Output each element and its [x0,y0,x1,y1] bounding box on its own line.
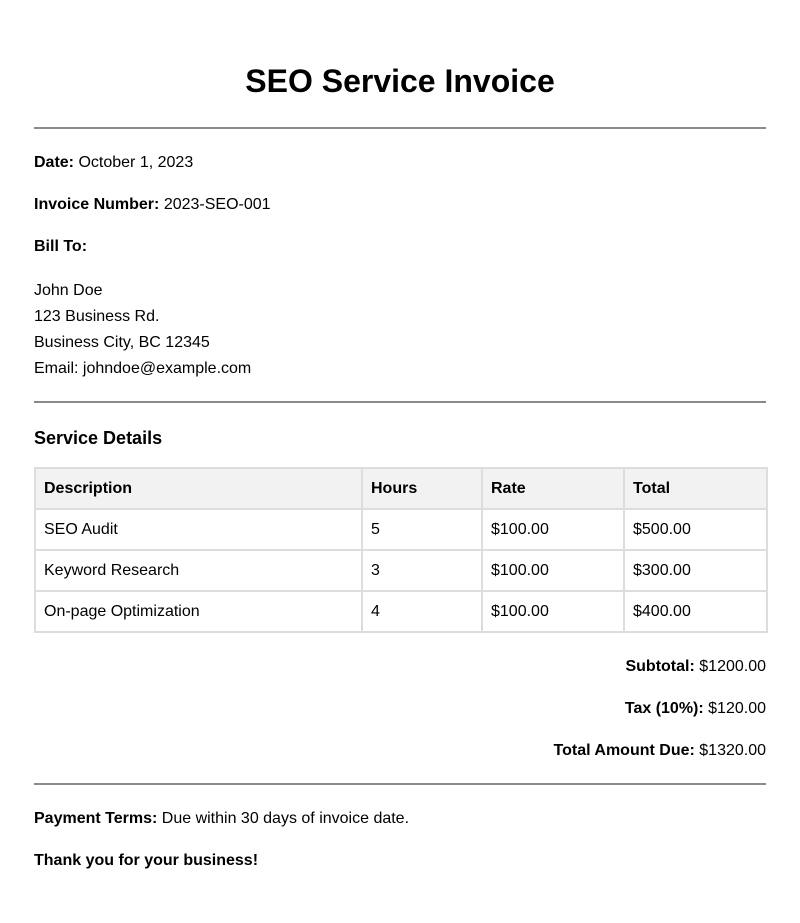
amount-due-label: Total Amount Due: [553,742,695,759]
invoice-title: SEO Service Invoice [245,63,555,99]
service-details-heading: Service Details [34,428,163,448]
cell-rate: $100.00 [482,509,624,550]
subtotal-value: $1200.00 [699,658,766,675]
invoice-number-label: Invoice Number: [34,196,160,213]
bill-to-address [34,278,766,382]
amount-due-value: $1320.00 [699,742,766,759]
customer-street: 123 Business Rd. [34,308,160,325]
customer-email: Email: johndoe@example.com [34,360,252,377]
cell-total: $500.00 [624,509,767,550]
tax-row [34,699,766,719]
customer-name: John Doe [34,282,103,299]
thank-you-note: Thank you for your business! [34,852,259,869]
cell-hours: 3 [362,550,482,591]
subtotal-label: Subtotal: [625,658,695,675]
totals-block [34,657,766,761]
bill-to-label: Bill To: [34,238,88,255]
cell-hours: 4 [362,591,482,632]
payment-terms [34,809,766,829]
subtotal-row [34,657,766,677]
invoice-number [34,195,766,215]
payment-terms-label: Payment Terms: [34,810,158,827]
date-label: Date: [34,154,75,171]
cell-description: On-page Optimization [35,591,362,632]
tax-value: $120.00 [708,700,766,717]
cell-total: $400.00 [624,591,767,632]
bill-to-heading [34,237,766,257]
table-row [35,509,767,550]
tax-label: Tax (10%): [624,700,704,717]
cell-total: $300.00 [624,550,767,591]
invoice-date [34,153,766,173]
invoice-number-value: 2023-SEO-001 [163,196,271,213]
amount-due-row [34,741,766,761]
table-header-row [35,468,767,509]
service-table [34,467,768,633]
table-row [35,591,767,632]
divider [34,127,766,129]
customer-city: Business City, BC 12345 [34,334,210,351]
divider [34,401,766,403]
divider [34,783,766,785]
payment-terms-value: Due within 30 days of invoice date. [161,810,410,827]
cell-description: Keyword Research [35,550,362,591]
date-value: October 1, 2023 [78,154,194,171]
column-header-hours: Hours [362,468,482,509]
column-header-description: Description [35,468,362,509]
cell-description: SEO Audit [35,509,362,550]
cell-rate: $100.00 [482,550,624,591]
table-row [35,550,767,591]
cell-rate: $100.00 [482,591,624,632]
column-header-rate: Rate [482,468,624,509]
column-header-total: Total [624,468,767,509]
cell-hours: 5 [362,509,482,550]
invoice-page [34,0,766,871]
